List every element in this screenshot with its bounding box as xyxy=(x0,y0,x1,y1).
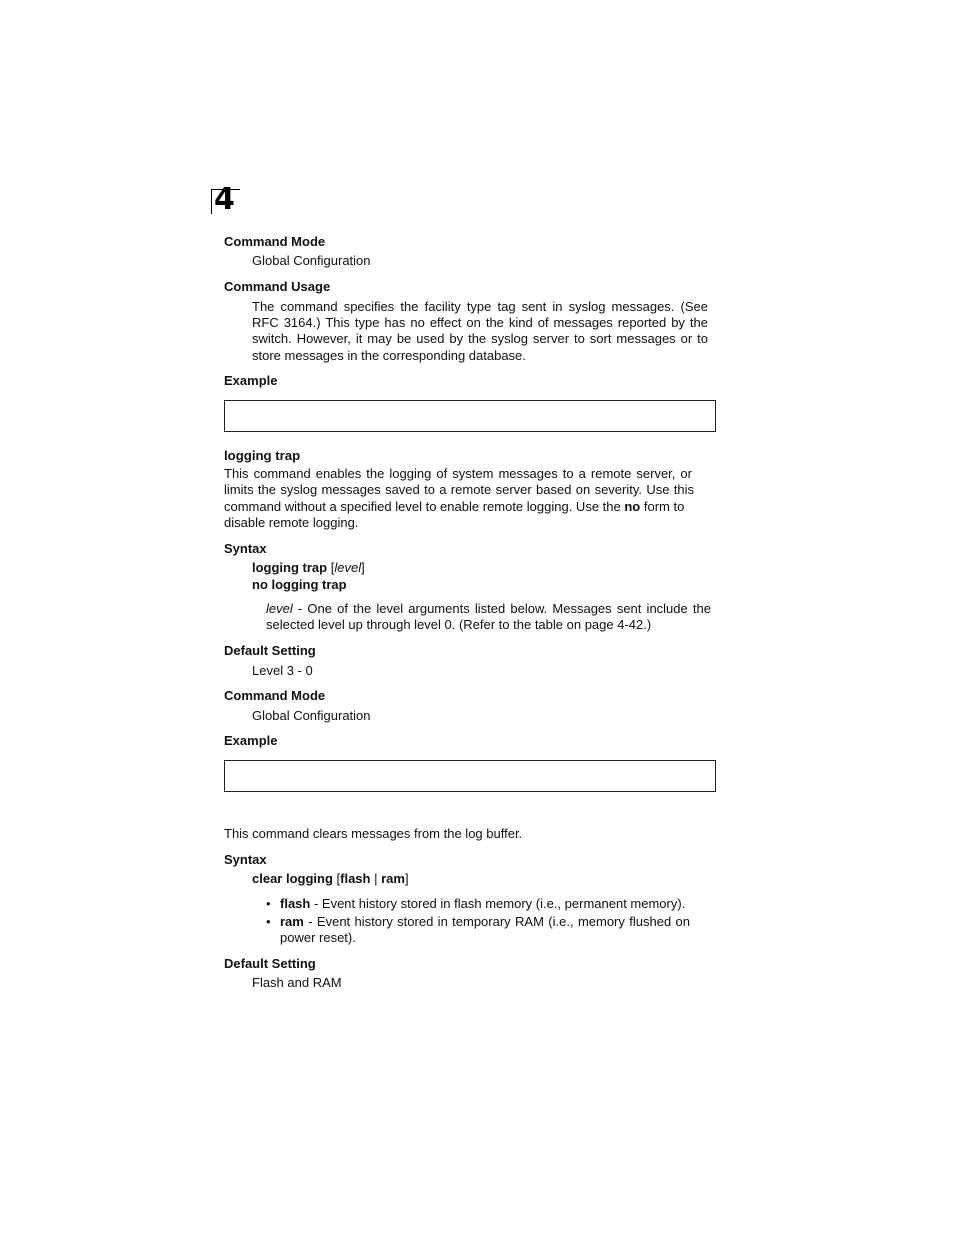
bullet-marker-1: • xyxy=(266,896,271,911)
clear-logging-syntax xyxy=(252,871,409,888)
bullet-text-ram: - Event history stored in temporary RAM (i.e., memory flushed on xyxy=(303,914,690,929)
syntax-argument-level: level xyxy=(334,560,362,575)
command-mode-value: Global Configuration xyxy=(252,253,371,268)
default-setting-heading-2: Default Setting xyxy=(224,956,316,971)
command-usage-heading: Command Usage xyxy=(224,279,331,294)
chapter-number: 4 xyxy=(214,182,235,217)
bullet-text-flash: - Event history stored in flash memory (i.e., permanent memory). xyxy=(310,896,686,911)
usage-line-3: switch. However, it may be used by the syslog server to sort messages or to xyxy=(252,331,708,346)
no-logging-trap-syntax: no logging trap xyxy=(252,577,347,592)
logging-trap-desc-line-1: This command enables the logging of system messages to a remote server, or xyxy=(224,466,692,481)
param-level-line-1 xyxy=(266,601,711,618)
bullet-item-ram xyxy=(280,914,690,931)
example-code-box-2 xyxy=(224,760,716,792)
clear-syntax-open: [ xyxy=(332,871,341,886)
clear-syntax-flash: flash xyxy=(340,871,371,886)
syntax-heading-2: Syntax xyxy=(224,852,267,867)
param-level-line-2: selected level up through level 0. (Refer to the table on page 4-42.) xyxy=(266,617,652,632)
command-mode-heading: Command Mode xyxy=(224,234,326,249)
bullet-marker-2: • xyxy=(266,914,271,929)
logging-trap-desc-line-2: limits the syslog messages saved to a remote server based on severity. Use this xyxy=(224,482,694,497)
example-heading-1: Example xyxy=(224,373,278,388)
clear-syntax-close: ] xyxy=(404,871,409,886)
desc-line-3-no-keyword: no xyxy=(624,499,641,514)
bullet-item-flash xyxy=(280,896,685,913)
syntax-bracket-close: ] xyxy=(361,560,365,575)
syntax-heading-1: Syntax xyxy=(224,541,267,556)
example-heading-2: Example xyxy=(224,733,278,748)
bullet-item-ram-line-2: power reset). xyxy=(280,930,356,945)
command-mode-value-2: Global Configuration xyxy=(252,708,371,723)
default-setting-value-2: Flash and RAM xyxy=(252,975,342,990)
clear-syntax-command: clear logging xyxy=(252,871,333,886)
syntax-command: logging trap xyxy=(252,560,328,575)
default-setting-value-1: Level 3 - 0 xyxy=(252,663,313,678)
clear-logging-desc: This command clears messages from the log buffer. xyxy=(224,826,523,841)
logging-trap-desc-line-3 xyxy=(224,499,684,516)
bullet-term-flash: flash xyxy=(280,896,311,911)
param-level-name: level xyxy=(266,601,293,616)
desc-line-3-part-b: form to xyxy=(640,499,685,514)
syntax-bracket-open: [ xyxy=(327,560,335,575)
usage-line-1: The command specifies the facility type tag sent in syslog messages. (See xyxy=(252,299,708,314)
command-mode-heading-2: Command Mode xyxy=(224,688,326,703)
usage-line-2: RFC 3164.) This type has no effect on the kind of messages reported by the xyxy=(252,315,708,330)
clear-syntax-ram: ram xyxy=(381,871,405,886)
logging-trap-desc-line-4: disable remote logging. xyxy=(224,515,359,530)
clear-syntax-separator: | xyxy=(370,871,382,886)
desc-line-3-part-a: command without a specified level to enable remote logging. Use the xyxy=(224,499,625,514)
bullet-term-ram: ram xyxy=(280,914,304,929)
usage-line-4: store messages in the corresponding database. xyxy=(252,348,526,363)
logging-trap-title: logging trap xyxy=(224,448,301,463)
example-code-box-1 xyxy=(224,400,716,432)
param-level-desc: - One of the level arguments listed below. Messages sent include the xyxy=(292,601,711,616)
default-setting-heading-1: Default Setting xyxy=(224,643,316,658)
logging-trap-syntax xyxy=(252,560,365,577)
